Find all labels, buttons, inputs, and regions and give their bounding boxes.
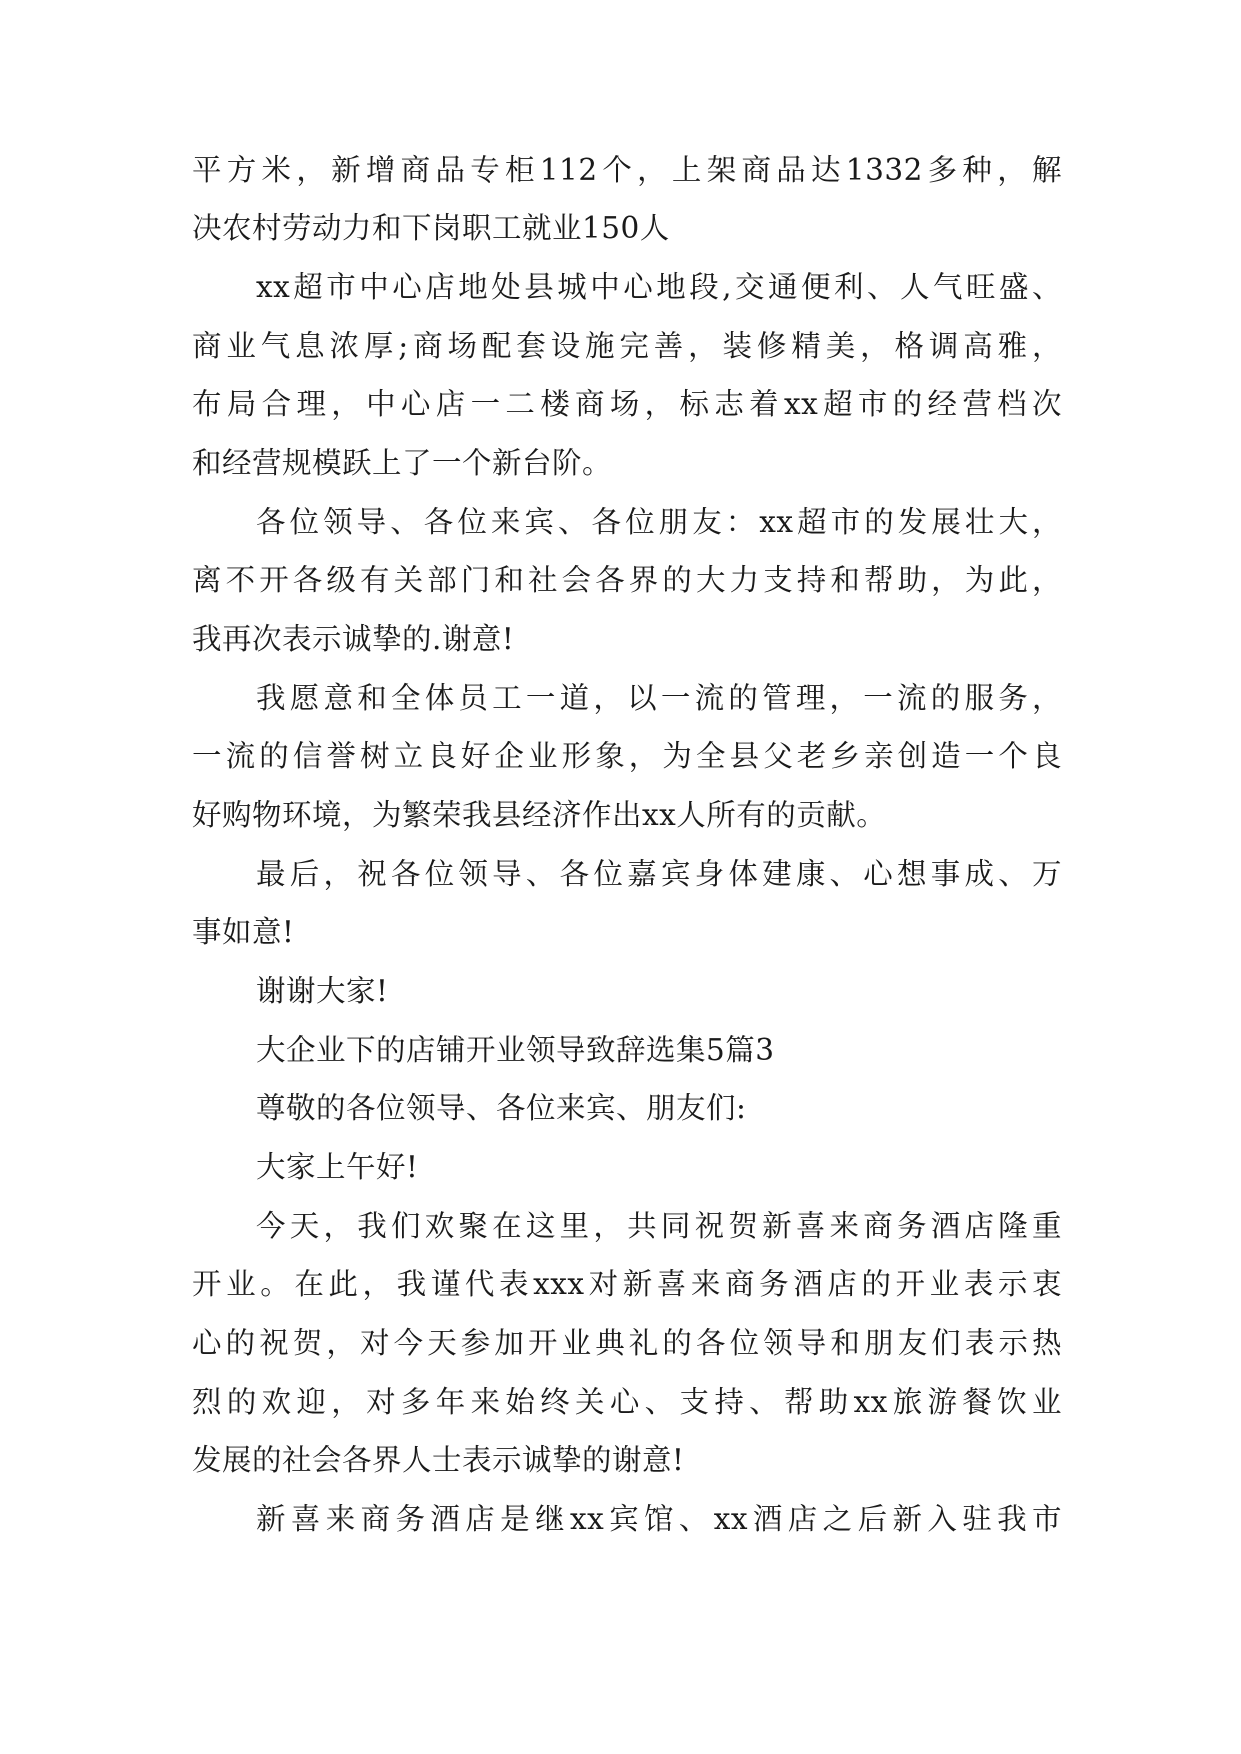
text-line: 一流的信誉树立良好企业形象，为全县父老乡亲创造一个良 [192, 739, 1062, 773]
text-line: 烈的欢迎，对多年来始终关心、支持、帮助xx旅游餐饮业 [192, 1385, 1062, 1419]
text-line: 发展的社会各界人士表示诚挚的谢意! [192, 1443, 685, 1477]
text-line: 最后，祝各位领导、各位嘉宾身体建康、心想事成、万 [256, 857, 1062, 891]
text-line: 各位领导、各位来宾、各位朋友：xx超市的发展壮大， [256, 505, 1062, 539]
section-heading: 大企业下的店铺开业领导致辞选集5篇3 [256, 1033, 775, 1067]
text-line: 我愿意和全体员工一道，以一流的管理，一流的服务， [256, 681, 1062, 715]
text-line: 商业气息浓厚;商场配套设施完善，装修精美，格调高雅， [192, 329, 1062, 363]
text-line: 新喜来商务酒店是继xx宾馆、xx酒店之后新入驻我市 [256, 1502, 1062, 1536]
text-line: 今天，我们欢聚在这里，共同祝贺新喜来商务酒店隆重 [256, 1209, 1062, 1243]
text-line: 布局合理，中心店一二楼商场，标志着xx超市的经营档次 [192, 387, 1062, 421]
text-line: 决农村劳动力和下岗职工就业150人 [192, 211, 670, 245]
text-line: 尊敬的各位领导、各位来宾、朋友们: [256, 1091, 747, 1125]
text-line: 和经营规模跃上了一个新台阶。 [192, 446, 613, 480]
text-line: 事如意! [192, 915, 295, 949]
text-line: 好购物环境，为繁荣我县经济作出xx人所有的贡献。 [192, 798, 887, 832]
text-line: 谢谢大家! [256, 974, 389, 1008]
text-line: 离不开各级有关部门和社会各界的大力支持和帮助，为此， [192, 563, 1062, 597]
text-line: 开业。在此，我谨代表xxx对新喜来商务酒店的开业表示衷 [192, 1267, 1062, 1301]
text-line: 心的祝贺，对今天参加开业典礼的各位领导和朋友们表示热 [192, 1326, 1062, 1360]
text-line: 平方米，新增商品专柜112个，上架商品达1332多种，解 [192, 153, 1062, 187]
text-line: 我再次表示诚挚的.谢意! [192, 622, 515, 656]
text-line: xx超市中心店地处县城中心地段,交通便利、人气旺盛、 [256, 270, 1062, 304]
text-line: 大家上午好! [256, 1150, 419, 1184]
